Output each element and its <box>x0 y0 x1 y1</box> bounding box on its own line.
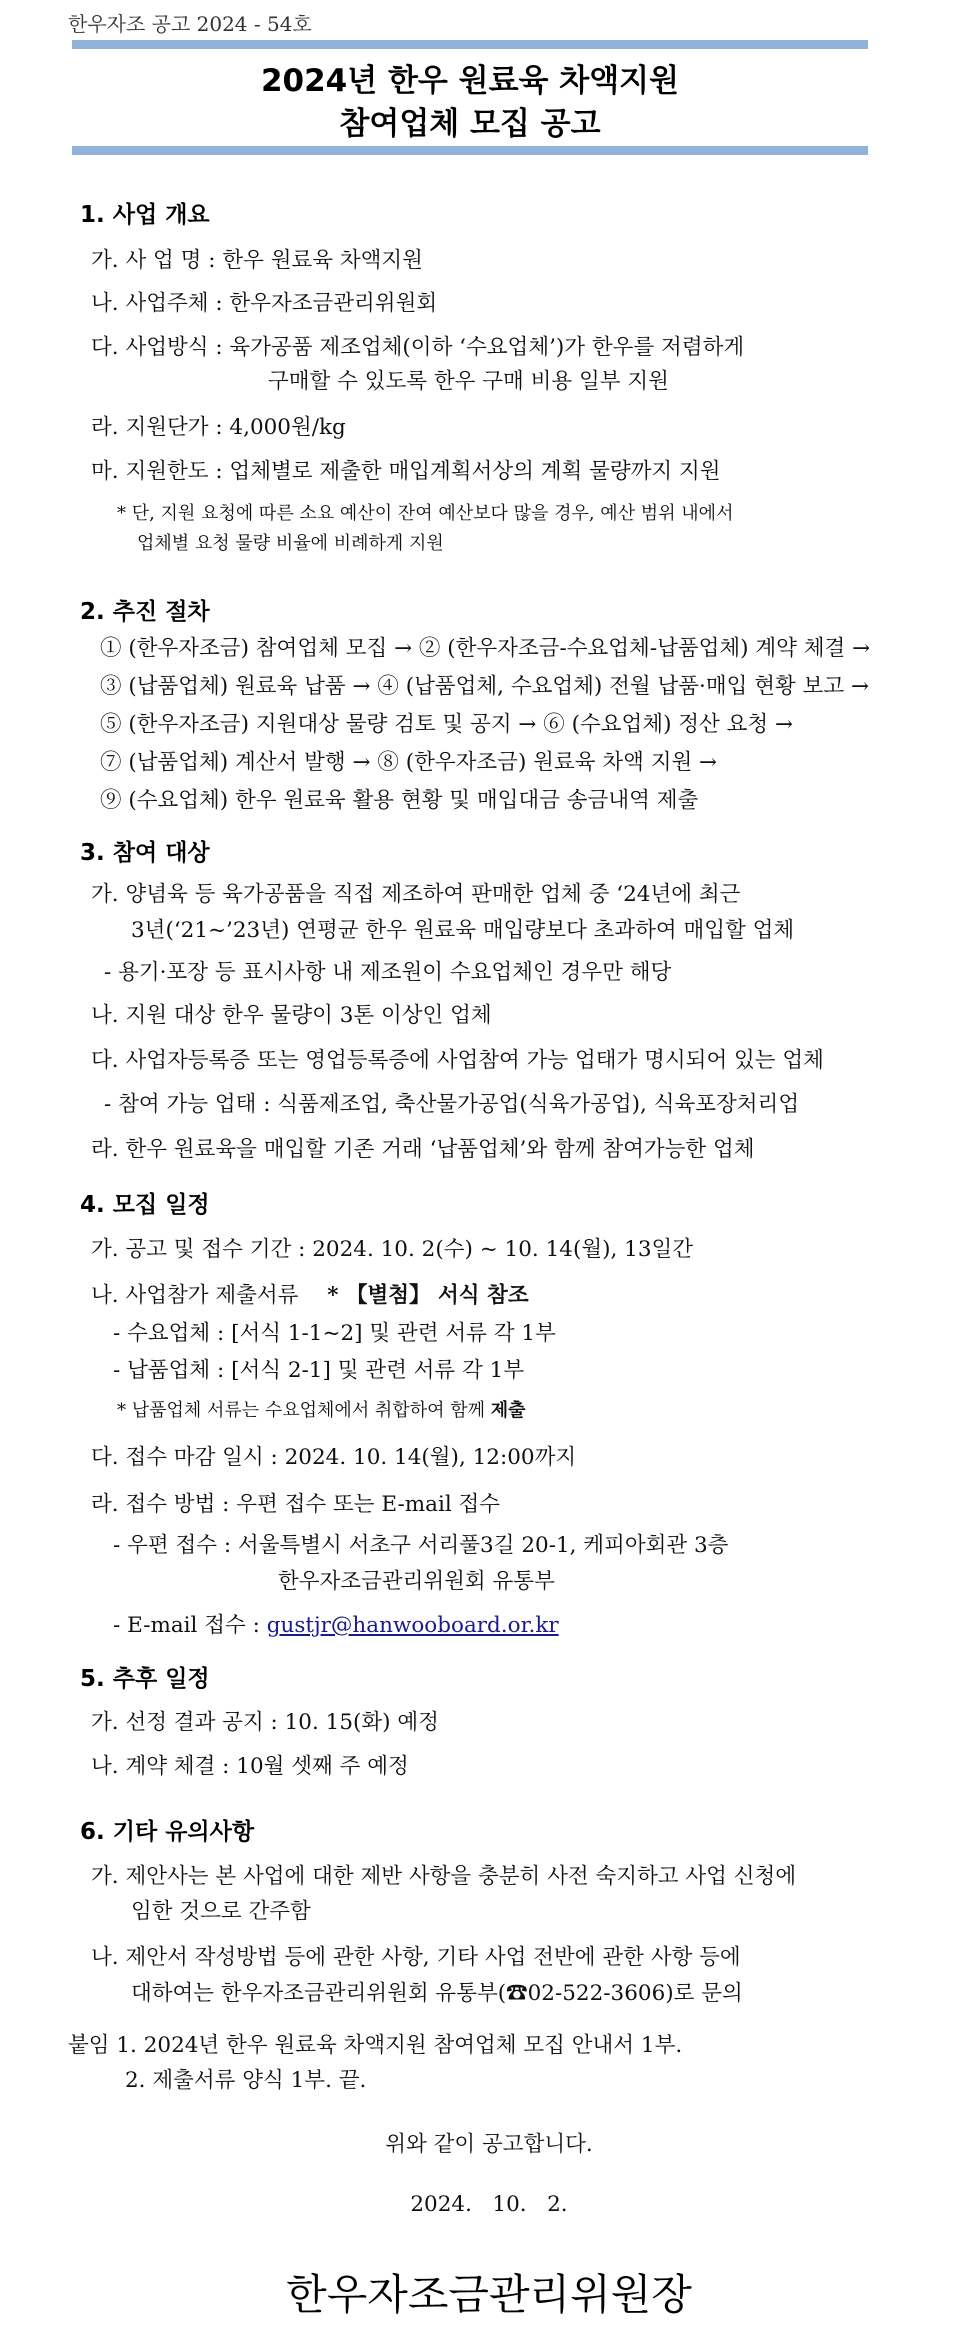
schedule-documents-sub: - 수요업체 : [서식 1-1~2] 및 관련 서류 각 1부 <box>113 1321 556 1346</box>
eligibility-item: 가. 양념육 등 육가공품을 직접 제조하여 판매한 업체 중 ‘24년에 최근 <box>91 882 741 907</box>
overview-note: * 단, 지원 요청에 따른 소요 예산이 잔여 예산보다 많을 경우, 예산 범위 내에서 <box>117 503 734 524</box>
eligibility-item: 다. 사업자등록증 또는 영업등록증에 사업참여 가능 업태가 명시되어 있는 업체 <box>91 1048 824 1073</box>
attachment-line: 붙임 1. 2024년 한우 원료육 차액지원 참여업체 모집 안내서 1부. <box>68 2033 683 2058</box>
overview-item-host: 나. 사업주체 : 한우자조금관리위원회 <box>91 291 438 316</box>
section-heading-schedule: 4. 모집 일정 <box>80 1192 210 1218</box>
schedule-documents-sub: - 납품업체 : [서식 2-1] 및 관련 서류 각 1부 <box>113 1358 525 1383</box>
procedure-line: ⑨ (수요업체) 한우 원료육 활용 현황 및 매입대금 송금내역 제출 <box>100 788 699 813</box>
notes-item: 가. 제안사는 본 사업에 대한 제반 사항을 충분히 사전 숙지하고 사업 신청에 <box>91 1864 797 1889</box>
schedule-item-documents <box>91 1278 529 1309</box>
overview-note-cont: 업체별 요청 물량 비율에 비례하게 지원 <box>137 533 444 554</box>
schedule-item-deadline: 다. 접수 마감 일시 : 2024. 10. 14(월), 12:00까지 <box>91 1445 577 1470</box>
schedule-method-post: - 우편 접수 : 서울특별시 서초구 서리풀3길 20-1, 케피아회관 3층 <box>113 1533 729 1558</box>
document-title: 2024년 한우 원료육 차액지원 <box>260 63 680 99</box>
procedure-line: ⑦ (납품업체) 계산서 발행 → ⑧ (한우자조금) 원료육 차액 지원 → <box>100 750 718 775</box>
schedule-documents-note: * 납품업체 서류는 수요업체에서 취합하여 함께 제출 <box>117 1400 526 1421</box>
document-number: 한우자조 공고 2024 - 54호 <box>68 12 312 36</box>
schedule-method-email: - E-mail 접수 : gustjr@hanwooboard.or.kr <box>113 1613 559 1638</box>
eligibility-sub-item: - 용기·포장 등 표시사항 내 제조원이 수요업체인 경우만 해당 <box>104 960 672 985</box>
notes-item-cont: 대하여는 한우자조금관리위원회 유통부(☎02-522-3606)로 문의 <box>131 1981 743 2006</box>
section-heading-follow-up: 5. 추후 일정 <box>80 1666 210 1692</box>
announcement-date: 2024. 10. 2. <box>410 2192 568 2217</box>
signature: 한우자조금관리위원장 <box>286 2270 692 2319</box>
overview-item-method-cont: 구매할 수 있도록 한우 구매 비용 일부 지원 <box>268 369 669 394</box>
section-heading-eligibility: 3. 참여 대상 <box>80 840 210 866</box>
attachment-line: 2. 제출서류 양식 1부. 끝. <box>125 2068 367 2093</box>
notes-item: 나. 제안서 작성방법 등에 관한 사항, 기타 사업 전반에 관한 사항 등에 <box>91 1945 741 1970</box>
procedure-line: ⑤ (한우자조금) 지원대상 물량 검토 및 공지 → ⑥ (수요업체) 정산 요청 → <box>100 712 794 737</box>
schedule-documents-label: 나. 사업참가 제출서류 <box>91 1283 299 1308</box>
overview-item-limit: 마. 지원한도 : 업체별로 제출한 매입계획서상의 계획 물량까지 지원 <box>91 459 721 484</box>
overview-item-name: 가. 사 업 명 : 한우 원료육 차액지원 <box>91 248 423 273</box>
notes-item-cont: 임한 것으로 간주함 <box>131 1899 311 1924</box>
overview-item-method: 다. 사업방식 : 육가공품 제조업체(이하 ‘수요업체’)가 한우를 저렴하게 <box>91 335 745 360</box>
closing-statement: 위와 같이 공고합니다. <box>385 2132 593 2157</box>
section-heading-procedure: 2. 추진 절차 <box>80 599 210 625</box>
title-rule-top <box>72 40 868 49</box>
document-subtitle: 참여업체 모집 공고 <box>339 106 601 142</box>
procedure-line: ① (한우자조금) 참여업체 모집 → ② (한우자조금-수요업체-납품업체) 계약 체결 → <box>100 636 871 661</box>
email-link[interactable]: gustjr@hanwooboard.or.kr <box>266 1613 559 1638</box>
eligibility-item: 나. 지원 대상 한우 물량이 3톤 이상인 업체 <box>91 1003 492 1028</box>
eligibility-item: 라. 한우 원료육을 매입할 기존 거래 ‘납품업체’와 함께 참여가능한 업체 <box>91 1137 755 1162</box>
overview-item-unit-price: 라. 지원단가 : 4,000원/kg <box>91 415 346 440</box>
follow-up-item: 나. 계약 체결 : 10월 셋째 주 예정 <box>91 1754 409 1779</box>
procedure-line: ③ (납품업체) 원료육 납품 → ④ (납품업체, 수요업체) 전월 납품·매입 현황 보고 → <box>100 674 870 699</box>
follow-up-item: 가. 선정 결과 공지 : 10. 15(화) 예정 <box>91 1710 439 1735</box>
eligibility-item-cont: 3년(‘21~’23년) 연평균 한우 원료육 매입량보다 초과하여 매입할 업체 <box>131 918 795 943</box>
schedule-item-period: 가. 공고 및 접수 기간 : 2024. 10. 2(수) ~ 10. 14(월), 13일간 <box>91 1237 694 1262</box>
section-heading-notes: 6. 기타 유의사항 <box>80 1819 255 1845</box>
schedule-method-post-cont: 한우자조금관리위원회 유통부 <box>278 1569 555 1594</box>
title-rule-bottom <box>72 146 868 155</box>
schedule-documents-ref: * 【별첨】 서식 참조 <box>327 1283 529 1308</box>
schedule-item-method: 라. 접수 방법 : 우편 접수 또는 E-mail 접수 <box>91 1492 501 1517</box>
eligibility-sub-item: - 참여 가능 업태 : 식품제조업, 축산물가공업(식육가공업), 식육포장처리업 <box>104 1092 800 1117</box>
section-heading-overview: 1. 사업 개요 <box>80 202 210 228</box>
